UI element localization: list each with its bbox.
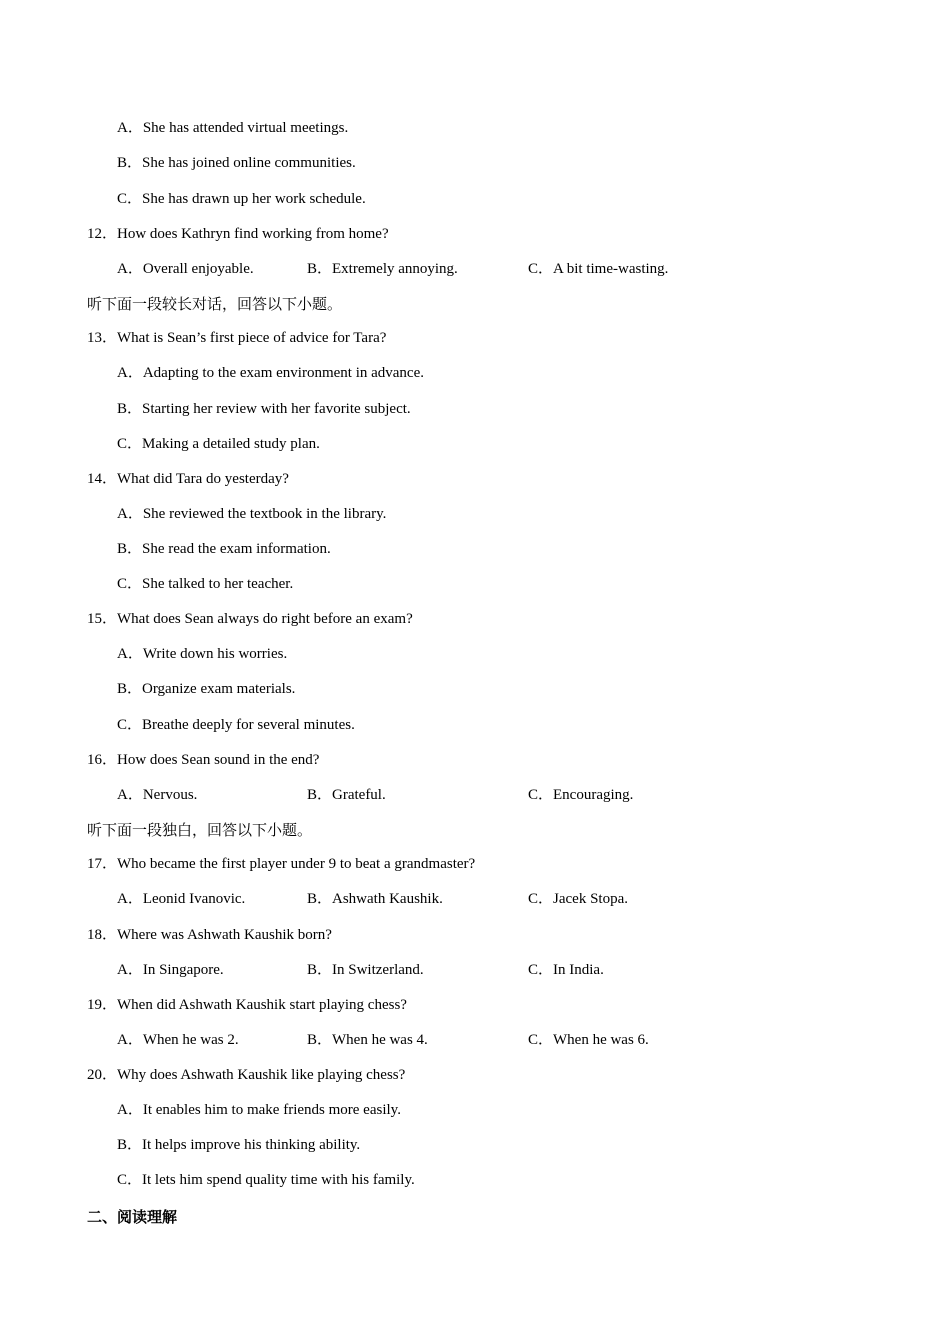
q19-option-c: C．When he was 6. [528, 1032, 649, 1048]
q17-option-c: C．Jacek Stopa. [528, 891, 628, 907]
section-heading-reading: 二、阅读理解 [87, 1208, 178, 1226]
q11-option-c: C．She has drawn up her work schedule. [117, 191, 366, 207]
q15-question: 15．What does Sean always do right before an exam? [87, 611, 413, 627]
q14-option-c: C．She talked to her teacher. [117, 576, 294, 592]
q17-option-b: B．Ashwath Kaushik. [307, 891, 443, 907]
dialogue-instruction: 听下面一段较长对话，回答以下小题。 [87, 295, 343, 313]
q12-option-c: C．A bit time-wasting. [528, 261, 669, 277]
q12-question: 12．How does Kathryn find working from home? [87, 226, 389, 242]
q16-option-a: A．Nervous. [117, 787, 198, 803]
q16-option-c: C．Encouraging. [528, 787, 634, 803]
q17-question: 17．Who became the first player under 9 to beat a grandmaster? [87, 856, 476, 872]
q13-option-b: B．Starting her review with her favorite subject. [117, 401, 411, 417]
q16-question: 16．How does Sean sound in the end? [87, 752, 320, 768]
q19-question: 19．When did Ashwath Kaushik start playing chess? [87, 997, 407, 1013]
q19-option-b: B．When he was 4. [307, 1032, 428, 1048]
q15-option-b: B．Organize exam materials. [117, 681, 296, 697]
q13-question: 13．What is Sean’s first piece of advice for Tara? [87, 330, 387, 346]
monologue-instruction: 听下面一段独白，回答以下小题。 [87, 821, 313, 839]
q12-option-b: B．Extremely annoying. [307, 261, 458, 277]
q18-option-b: B．In Switzerland. [307, 962, 424, 978]
q13-option-c: C．Making a detailed study plan. [117, 436, 320, 452]
q18-option-c: C．In India. [528, 962, 604, 978]
q11-option-a: A．She has attended virtual meetings. [117, 120, 349, 136]
q16-option-b: B．Grateful. [307, 787, 386, 803]
q20-option-c: C．It lets him spend quality time with his family. [117, 1172, 415, 1188]
q20-option-a: A．It enables him to make friends more easily. [117, 1102, 401, 1118]
q15-option-a: A．Write down his worries. [117, 646, 288, 662]
q17-option-a: A．Leonid Ivanovic. [117, 891, 246, 907]
q11-option-b: B．She has joined online communities. [117, 155, 356, 171]
q18-option-a: A．In Singapore. [117, 962, 224, 978]
q20-question: 20．Why does Ashwath Kaushik like playing chess? [87, 1067, 406, 1083]
q20-option-b: B．It helps improve his thinking ability. [117, 1137, 361, 1153]
q13-option-a: A．Adapting to the exam environment in advance. [117, 365, 424, 381]
q14-option-b: B．She read the exam information. [117, 541, 331, 557]
q14-option-a: A．She reviewed the textbook in the library. [117, 506, 387, 522]
q14-question: 14．What did Tara do yesterday? [87, 471, 289, 487]
q12-option-a: A．Overall enjoyable. [117, 261, 254, 277]
q18-question: 18．Where was Ashwath Kaushik born? [87, 927, 332, 943]
q19-option-a: A．When he was 2. [117, 1032, 239, 1048]
q15-option-c: C．Breathe deeply for several minutes. [117, 717, 355, 733]
